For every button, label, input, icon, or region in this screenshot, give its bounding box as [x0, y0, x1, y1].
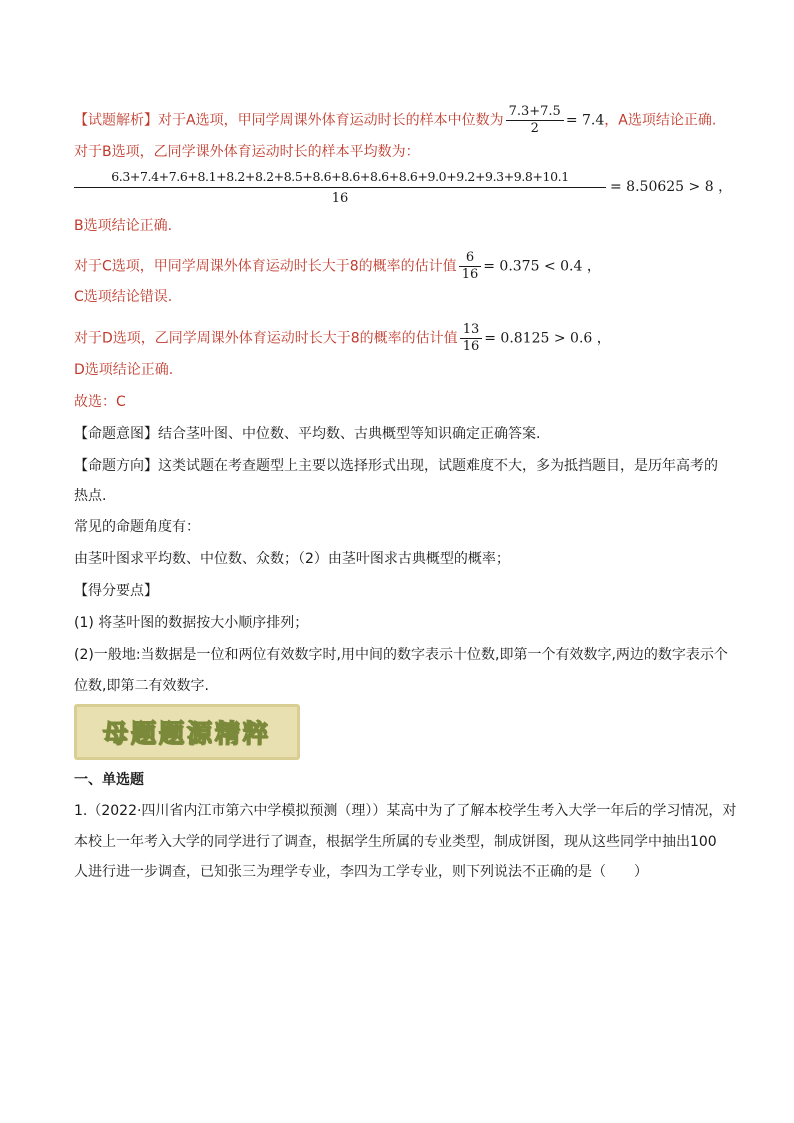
direction-line-1	[74, 456, 720, 476]
median-fraction-numerator: 7.3+7.5	[506, 104, 564, 121]
median-fraction-denominator: 2	[530, 121, 539, 136]
fraction-bar	[74, 187, 606, 188]
answer-line: 故选：C	[74, 394, 126, 410]
key-points-item-2-line-1: (2)一般地:当数据是一位和两位有效数字时,用中间的数字表示十位数,即第一个有效数字,两边的数字表示个	[74, 647, 728, 663]
question-line-1: 1.（2022·四川省内江市第六中学模拟预测（理））某高中为了了解本校学生考入大学一年后的学习情况，对	[74, 803, 737, 819]
intent-tag: 【命题意图】	[74, 426, 158, 442]
angles-title: 常见的命题角度有：	[74, 519, 200, 535]
section-title: 一、单选题	[74, 772, 144, 788]
probability-result-c: = 0.375 < 0.4 ，	[483, 258, 601, 275]
analysis-conclusion-a: ，A选项结论正确.	[604, 112, 717, 129]
direction-line-2: 热点.	[74, 488, 107, 504]
mean-fraction-denominator: 16	[331, 191, 349, 206]
intent-text: 结合茎叶图、中位数、平均数、古典概型等知识确定正确答案.	[158, 426, 541, 442]
probability-result-d: = 0.8125 > 0.6 ，	[484, 330, 611, 347]
question-line-2: 本校上一年考入大学的同学进行了调查，根据学生所属的专业类型，制成饼图，现从这些同学中抽出100	[74, 834, 717, 850]
analysis-text: 对于A选项，甲同学周课外体育运动时长的样本中位数为	[158, 112, 504, 129]
key-points-item-2-line-2: 位数,即第二有效数字.	[74, 678, 209, 694]
probability-fraction-d	[460, 322, 483, 355]
intent-line	[74, 424, 720, 444]
question-line-3: 人进行进一步调查，已知张三为理学专业，李四为工学专业，则下列说法不正确的是（ ）	[74, 864, 648, 880]
fraction-denominator-c: 16	[461, 267, 479, 282]
analysis-line-b: 对于B选项，乙同学课外体育运动时长的样本平均数为：	[74, 144, 420, 160]
fraction-numerator-d: 13	[460, 322, 483, 339]
source-banner-text: 母题题源精粹	[102, 719, 271, 748]
fraction-numerator-c: 6	[459, 250, 482, 267]
probability-fraction-c	[459, 250, 482, 283]
analysis-text-d: 对于D选项，乙同学周课外体育运动时长大于8的概率的估计值	[74, 330, 458, 347]
mean-fraction-numerator: 6.3+7.4+7.6+8.1+8.2+8.2+8.5+8.6+8.6+8.6+8.6+9.0+9.2+9.3+9.8+10.1	[111, 169, 569, 184]
key-points-tag: 【得分要点】	[74, 583, 158, 599]
analysis-conclusion-d: D选项结论正确.	[74, 362, 174, 378]
direction-tag: 【命题方向】	[74, 458, 158, 474]
analysis-line-d	[74, 322, 720, 355]
analysis-line-a	[74, 104, 720, 137]
analysis-conclusion-c: C选项结论错误.	[74, 289, 173, 305]
source-banner	[74, 704, 300, 760]
analysis-text-c: 对于C选项，甲同学周课外体育运动时长大于8的概率的估计值	[74, 258, 457, 275]
fraction-denominator-d: 16	[462, 339, 480, 354]
key-points-item-1: (1) 将茎叶图的数据按大小顺序排列；	[74, 615, 309, 631]
angles-text: 由茎叶图求平均数、中位数、众数；（2）由茎叶图求古典概型的概率；	[74, 551, 510, 567]
median-result: = 7.4	[565, 112, 605, 129]
analysis-conclusion-b: B选项结论正确.	[74, 218, 173, 234]
mean-fraction	[74, 168, 733, 208]
mean-result: = 8.50625 > 8 ，	[610, 179, 733, 195]
direction-text: 这类试题在考查题型上主要以选择形式出现，试题难度不大，多为抵挡题目，是历年高考的	[158, 458, 718, 474]
median-fraction	[506, 104, 564, 137]
analysis-tag: 【试题解析】	[74, 112, 158, 129]
analysis-line-c	[74, 250, 720, 283]
